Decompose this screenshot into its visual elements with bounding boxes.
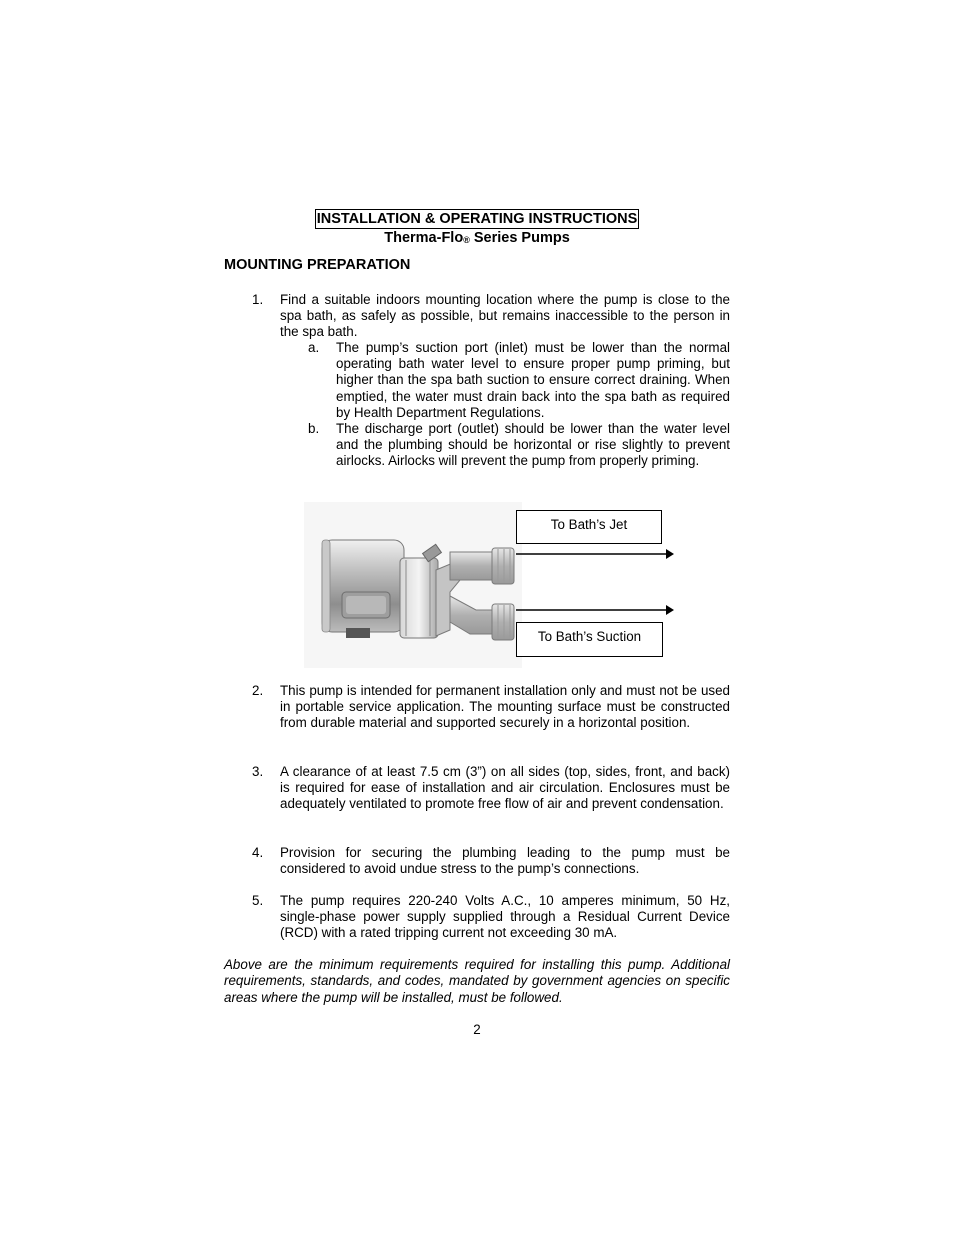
item-3-number: 3. (252, 764, 264, 779)
document-subtitle (0, 229, 954, 249)
jet-arrowhead-icon (666, 549, 674, 559)
item-4-number: 4. (252, 845, 264, 860)
item-1a-letter: a. (308, 340, 320, 355)
item-1-text: Find a suitable indoors mounting location where the pump is close to the spa bath, as safely as possible, but remains inaccessible to the person in the spa bath. (280, 292, 730, 340)
suction-arrowhead-icon (666, 605, 674, 615)
item-4-text: Provision for securing the plumbing leading to the pump must be considered to avoid undue stress to the pump’s connections. (280, 845, 730, 877)
registered-mark: ® (463, 235, 470, 245)
document-title-wrap (0, 209, 954, 229)
item-5-number: 5. (252, 893, 264, 908)
item-1b-text: The discharge port (outlet) should be lower than the water level and the plumbing should be horizontal or rise slightly to prevent airlocks. Airlocks will prevent the pump from properly priming. (336, 421, 730, 469)
label-to-baths-jet: To Bath’s Jet (516, 510, 662, 544)
page-number: 2 (473, 1022, 481, 1037)
section-heading: MOUNTING PREPARATION (224, 257, 411, 273)
requirements-note: Above are the minimum requirements required for installing this pump. Additional requirements, standards, and codes, mandated by government agencies on specific areas where the pump will be installed, must be followed. (224, 957, 730, 1005)
item-5-text: The pump requires 220-240 Volts A.C., 10 amperes minimum, 50 Hz, single-phase power supply supplied through a Residual Current Device (RCD) with a rated tripping current not exceeding 30 mA. (280, 893, 730, 941)
item-1a-text: The pump’s suction port (inlet) must be lower than the normal operating bath water level to ensure proper pump priming, but higher than the spa bath suction to ensure correct draining. When emptied, the water must drain back into the spa bath as required by Health Department Regulations. (336, 340, 730, 420)
document-title: INSTALLATION & OPERATING INSTRUCTIONS (316, 211, 638, 227)
item-2-number: 2. (252, 683, 264, 698)
label-to-baths-suction: To Bath’s Suction (516, 622, 663, 657)
item-1-number: 1. (252, 292, 264, 307)
item-2-text: This pump is intended for permanent installation only and must not be used in portable service application. The mounting surface must be constructed from durable material and supported securely in a horizontal position. (280, 683, 730, 731)
subtitle-series: Series Pumps (469, 230, 570, 246)
item-3-text: A clearance of at least 7.5 cm (3”) on all sides (top, sides, front, and back) is required for ease of installation and air circulation. Enclosures must be adequately ventilated to promote free flow of air and prevent condensation. (280, 764, 730, 812)
item-1b-letter: b. (308, 421, 320, 436)
subtitle-product: Therma-Flo (384, 230, 464, 246)
